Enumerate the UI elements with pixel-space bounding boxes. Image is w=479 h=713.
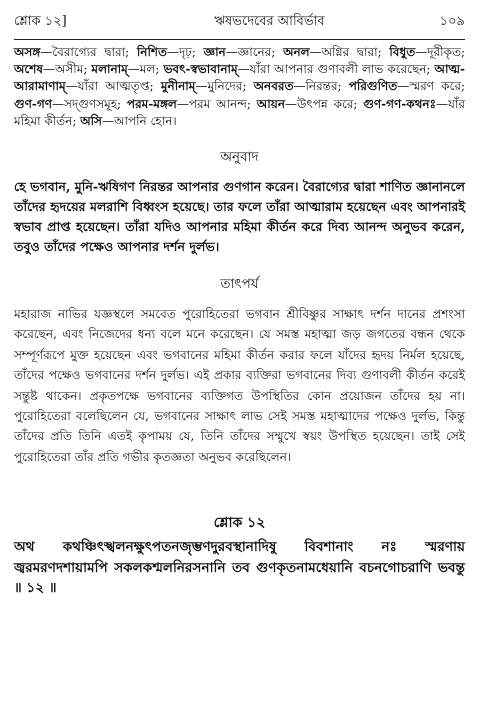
glossary-meaning: —মুনিদের; — [195, 79, 254, 94]
glossary-term: জ্ঞান — [203, 45, 226, 59]
glossary-meaning: —অসীম; — [42, 62, 92, 77]
verse-title: শ্লোক ১২ — [213, 515, 266, 532]
glossary-term: অশেষ — [14, 62, 43, 77]
page-header — [14, 12, 465, 33]
glossary-meaning: —দূরীকৃত; — [415, 45, 465, 59]
glossary-meaning: —অগ্নির দ্বারা; — [309, 45, 390, 59]
glossary-term: পরম-মঙ্গল — [126, 96, 177, 111]
purport-text: মহারাজ নাভির যজ্ঞস্থলে সমবেত পুরোহিতেরা ভগবান শ্রীবিষ্ণুর সাক্ষাৎ দর্শন দানের প্রশংসা করেছেন, এবং নিজেদের ধন্য বলে মনে করেছেন। যে সমস্ত মহাত্মা জড় জগতের বন্ধন থেকে সম্পূর্ণরূপে মুক্ত হয়েছেন এবং ভগবানের মহিমা কীর্তন করার ফলে যাঁদের হৃদয় নির্মল হয়েছে, তাঁদের পক্ষেও ভগবানের দর্শন দুর্লভ। এই প্রকার ব্যক্তিরা ভগবানের দিব্য গুণাবলী কীর্তন করেই সন্তুষ্ট থাকেন। প্রকৃতপক্ষে ভগবানের ব্যক্তিগত উপস্থিতির কোন প্রয়োজন তাঁদের হয় না। পুরোহিতেরা বলেছিলেন যে, ভগবানের সাক্ষাৎ লাভ সেই সমস্ত মহাত্মাদের পক্ষেও দুর্লভ, কিন্তু তাঁদের প্রতি তিনি এতই কৃপাময় যে, তিনি তাঁদের সম্মুখে স্বয়ং উপস্থিত হয়েছেন। তাই সেই পুরোহিতেরা তাঁর প্রতি গভীর কৃতজ্ঞতা অনুভব করেছিলেন। — [14, 307, 465, 464]
glossary-meaning: —বৈরাগ্যের দ্বারা; — [40, 45, 137, 59]
glossary-term: গুণ-গণ-কথনঃ — [363, 96, 436, 111]
glossary-term: অসি — [80, 113, 102, 128]
glossary-meaning: —মল; — [127, 62, 164, 77]
chapter-title: ঋষভদেবের আবির্ভাব — [214, 14, 325, 29]
glossary-term: মুনীনাম্ — [160, 79, 196, 94]
glossary-meaning: —যাঁরা আত্মতৃপ্ত; — [65, 79, 161, 94]
verse-reference: শ্লোক ১২] — [14, 14, 67, 29]
glossary-meaning: —যাঁরা আপনার গুণাবলী লাভ করেছেন; — [237, 62, 435, 77]
page-number: ১০৯ — [439, 14, 465, 29]
glossary-meaning: —যাঁর মহিমা কীর্তন; — [14, 96, 465, 128]
glossary-term: অনল — [283, 45, 310, 59]
sanskrit-verse: অথ কথঞ্চিৎস্খলনক্ষুৎপতনজৃম্ভণদুরবস্থানাদিষু বিবশানাং নঃ স্মরণায় জ্বরমরণদশায়ামপি সকলকশ্মলনিরসনানি তব গুণকৃতনামধেয়ানি বচনগোচরাণি ভবন্তু ॥ ১২ ॥ — [14, 539, 465, 597]
glossary-meaning: —পরম আনন্দ; — [176, 96, 257, 111]
glossary-term: পরিগুণিত — [348, 79, 398, 94]
glossary-meaning: —আপনি হোন। — [101, 113, 177, 128]
glossary-term: আয়ন — [256, 96, 286, 111]
glossary-term: মলানাম্ — [91, 62, 128, 77]
glossary-term: আত্ম-আরামাণাম্ — [14, 62, 465, 94]
glossary-meaning: —স্মরণ করে; — [397, 79, 466, 94]
glossary-term: গুণ-গণ — [14, 96, 53, 111]
header-divider — [14, 39, 465, 40]
word-for-word-glossary — [14, 44, 465, 130]
glossary-term: বিধুত — [389, 45, 416, 59]
glossary-meaning: —দৃঢ়; — [166, 45, 204, 59]
purport-title: তাৎপর্য — [220, 276, 259, 293]
translation-text: হে ভগবান, মুনি-ঋষিগণ নিরন্তর আপনার গুণগান করেন। বৈরাগ্যের দ্বারা শাণিত জ্ঞানানলে তাঁদের হৃদয়ের মলরাশি বিধ্বংস হয়েছে। তার ফলে তাঁরা আত্মারাম হয়েছেন এবং আপনারই স্বভাব প্রাপ্ত হয়েছেন। তাঁরা যদিও আপনার মহিমা কীর্তন করে দিব্য আনন্দ অনুভব করেন, তবুও তাঁদের পক্ষেও আপনার দর্শন দুর্লভ। — [14, 179, 465, 255]
glossary-meaning: —সদ্গুণসমূহ; — [52, 96, 127, 111]
glossary-meaning: —উৎপন্ন করে; — [285, 96, 364, 111]
translation-title: অনুবাদ — [220, 149, 259, 166]
glossary-meaning: —জ্ঞানের; — [225, 45, 284, 59]
glossary-term: অনবরত — [253, 79, 294, 94]
glossary-term: নিশিত — [136, 45, 167, 59]
glossary-term: ভবৎ-স্বভাবানাম্ — [163, 62, 238, 77]
glossary-meaning: —নিরন্তর; — [293, 79, 349, 94]
glossary-term: অসঙ্গ — [14, 45, 41, 59]
